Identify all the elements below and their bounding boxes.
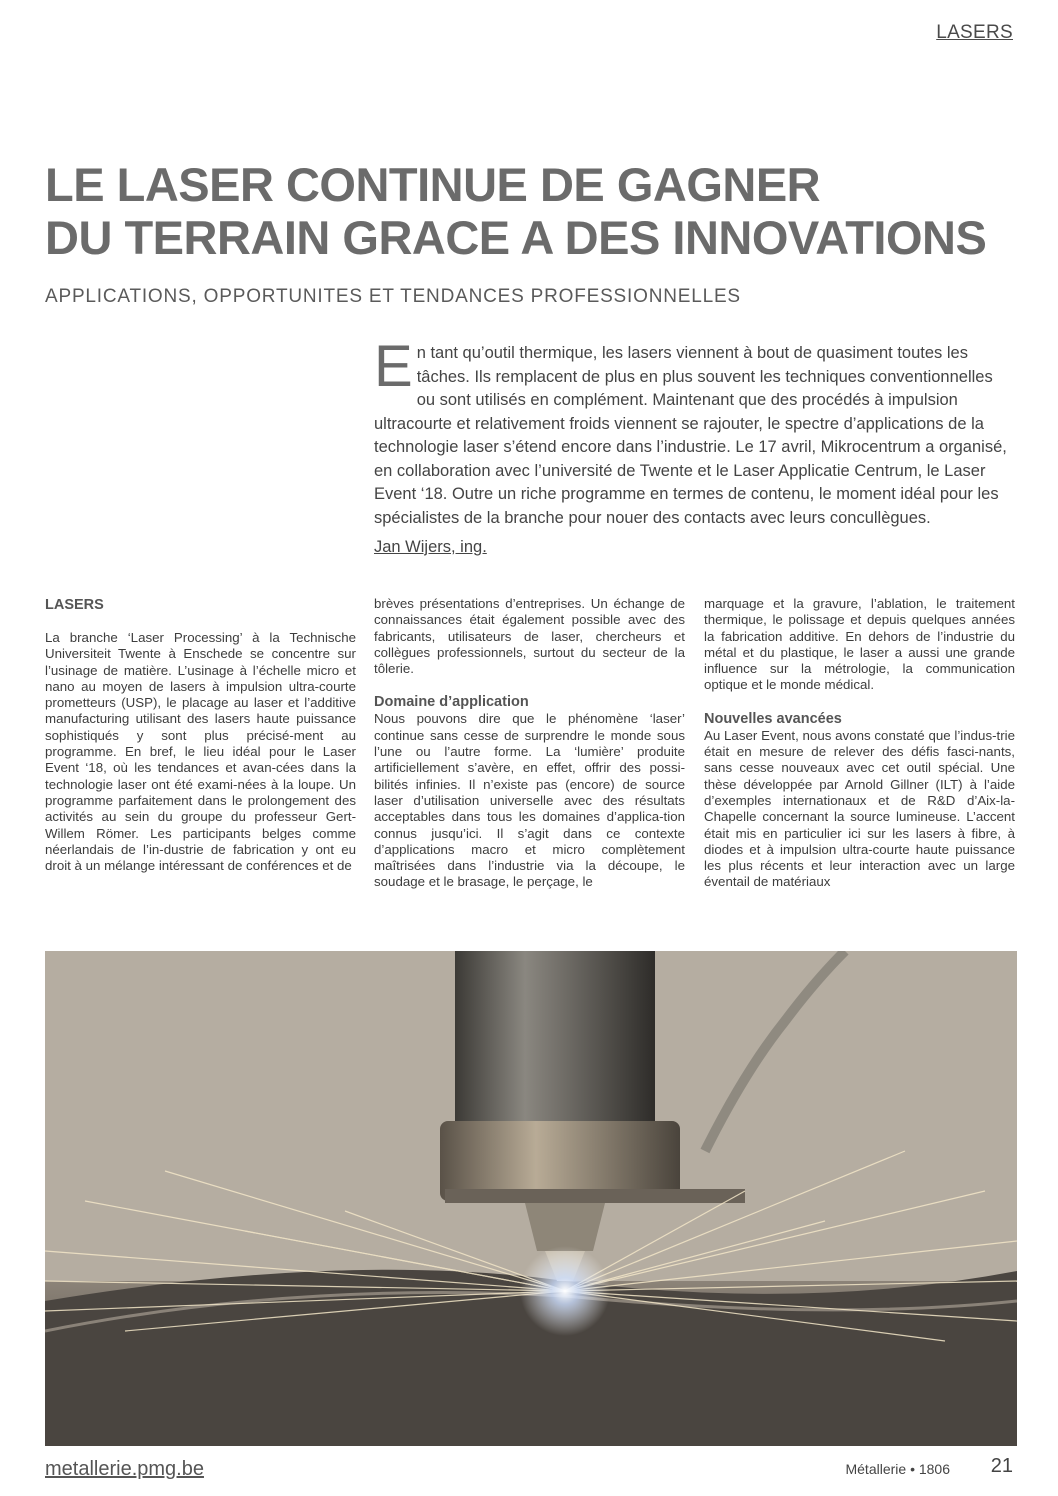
- intro-text: n tant qu’outil thermique, les lasers viennent à bout de quasiment toutes les tâches. Ils remplacent de plus en plus souvent les techniques conventionnelles ou sont utilisés en complément. Maintenant que des procédés à impulsion ultracourte et relativement froids viennent se rajouter, le spectre d’applications de la technologie laser s’étend encore dans l’industrie. Le 17 avril, Mikrocentrum a organisé, en collaboration avec l’université de Twente et le Laser Applicatie Centrum, le Laser Event ‘18. Outre un riche programme en termes de contenu, le moment idéal pour les spécialistes de la branche pour nouer des contacts avec leurs concullègues.: [374, 344, 1007, 527]
- page-number: 21: [990, 1455, 1013, 1477]
- column-1-heading: LASERS: [45, 597, 104, 613]
- article-title: [45, 158, 1025, 264]
- laser-cutting-photo: [45, 951, 1017, 1446]
- nouvelles-heading: Nouvelles avancées: [704, 710, 842, 727]
- column-2-text-1: brèves présentations d’entreprises. Un échange de connaissances était également possible avec des fabricants, utilisateurs de laser, chercheurs et collègues professionnels, surtout du secteur de la tôlerie.: [374, 596, 685, 677]
- column-1-text: La branche ‘Laser Processing’ à la Technische Universiteit Twente à Enschede se concentre sur l’usinage de matière. L’usinage à l’échelle micro et nano au moyen de lasers à impulsion ultra-courte prometteurs (USP), le placage au laser et l’additive manufacturing utilisant des lasers haute puissance sophistiqués y sont plus précisé-ment au programme. En bref, le lieu idéal pour le Laser Event ‘18, où les tendances et avan-cées dans la technologie laser ont été exami-nées à la loupe. Un programme parfaitement dans le prolongement des activités au sein du groupe du professeur Gert-Willem Römer. Les participants belges comme néerlandais de l’in-dustrie de fabrication y ont eu droit à un mélange intéressant de conférences et de: [45, 630, 356, 874]
- laser-head-cylinder: [455, 951, 655, 1141]
- title-line-1: LE LASER CONTINUE DE GAGNER: [45, 158, 821, 211]
- laser-photo-illustration: [45, 951, 1017, 1446]
- column-3: [704, 596, 1015, 891]
- drop-cap: E: [374, 334, 413, 399]
- laser-nozzle: [525, 1203, 605, 1251]
- intro-paragraph: [374, 334, 1014, 530]
- title-line-2: DU TERRAIN GRACE A DES INNOVATIONS: [45, 211, 987, 264]
- laser-head-plate: [445, 1189, 745, 1203]
- laser-glow: [520, 1246, 610, 1336]
- footer-magazine-issue: Métallerie • 1806: [845, 1461, 950, 1477]
- domaine-heading: Domaine d’application: [374, 694, 529, 711]
- column-3-text-1: marquage et la gravure, l’ablation, le traitement thermique, le polissage et depuis quelques années la fabrication additive. En dehors de l’industrie du métal et du plastique, le laser a aussi une grande influence sur la métrologie, la communication optique et le monde médical.: [704, 596, 1015, 693]
- column-3-text-2: Au Laser Event, nous avons constaté que l’indus-trie était en mesure de relever des défis fasci-nants, sans cesse nouveaux avec cet outil spécial. Une thèse développée par Arnold Gillner (ILT) à l’aide d’exemples internationaux et de R&D d’Aix-la-Chapelle concernant la source lumineuse. L’accent était mis en particulier ici sur les lasers à fibre, à diodes et à impulsion ultra-courte haute puissance les plus récents et leur interaction avec un large éventail de matériaux: [704, 727, 1015, 890]
- author-byline[interactable]: Jan Wijers, ing.: [374, 538, 487, 556]
- column-1: [45, 596, 356, 874]
- footer-website-link[interactable]: metallerie.pmg.be: [45, 1458, 204, 1480]
- article-subtitle: APPLICATIONS, OPPORTUNITES ET TENDANCES PROFESSIONNELLES: [45, 286, 741, 307]
- column-2-text-2: Nous pouvons dire que le phénomène ‘laser’ continue sans cesse de surprendre le monde sous l’une ou l’autre forme. La ‘lumière’ produite artificiellement s’avère, en effet, offrir des possi-bilités infinies. Il n’existe pas (encore) de source laser d’utilisation universelle avec des résultats acceptables dans tous les domaines d’applica-tion connus jusqu’ici. Il s’agit dans ce contexte d’applications macro et micro complètement maîtrisées dans l’industrie via la découpe, le soudage et le brasage, le perçage, le: [374, 711, 685, 890]
- column-2: [374, 596, 685, 891]
- section-tag[interactable]: LASERS: [936, 22, 1013, 43]
